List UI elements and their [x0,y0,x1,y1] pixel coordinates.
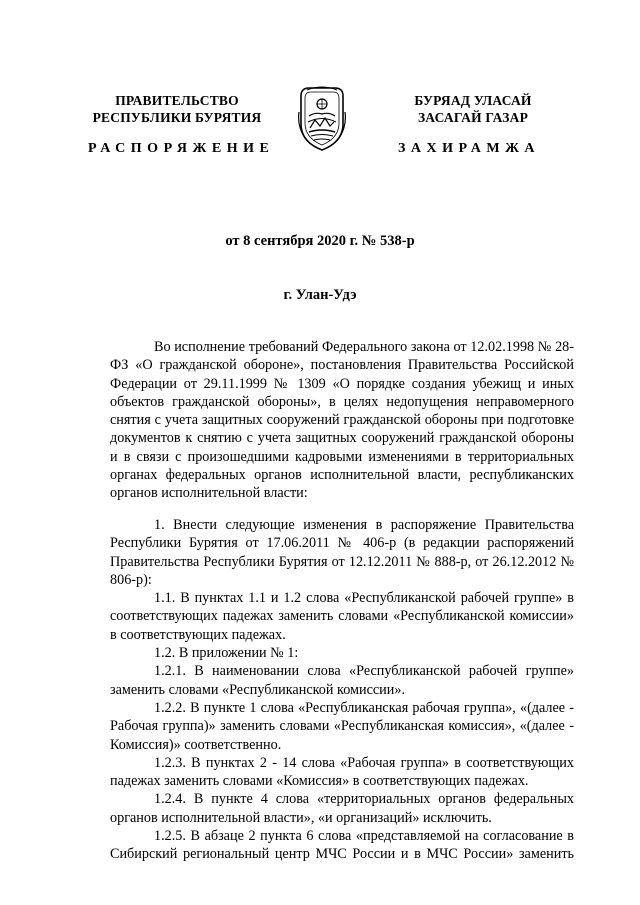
issuer-buryat-line2: ЗАСАГАЙ ГАЗАР [417,110,529,125]
issuer-buryat-line1: БУРЯАД УЛАСАЙ [414,93,532,108]
preamble [110,338,574,503]
item-1-1: 1.1. В пунктах 1.1 и 1.2 слова «Республиканской рабочей группе» в соответствующих падежах заменить словами «Республиканской комиссии» в соответствующих падежах. [110,590,574,643]
item-1-2-1: 1.2.1. В наименовании слова «Республиканской рабочей группе» заменить словами «Республиканской комиссии». [110,663,574,698]
item-1-2-5: 1.2.5. В абзаце 2 пункта 6 слова «представляемой на согласование в Сибирский региональный центр МЧС России и в МЧС России» заменить [110,828,574,863]
document-date-number: от 8 сентября 2020 г. № 538-р [225,233,415,249]
document-kind-buryat: ЗАХИРАМЖА [398,141,541,156]
document-kind-russian: РАСПОРЯЖЕНИЕ [88,141,275,156]
item-1: 1. Внести следующие изменения в распоряжение Правительства Республики Бурятия от 17.06.2011 № 406-р (в редакции распоряжений Правительства Республики Бурятия от 12.12.2011 № 888-р, от 26.12.2012 № 806-р): [110,517,574,588]
item-1-2-3: 1.2.3. В пунктах 2 - 14 слова «Рабочая группа» в соответствующих падежах заменить словами «Комиссия» в соответствующих падежах. [110,754,574,790]
issuer-russian-line1: ПРАВИТЕЛЬСТВО [115,93,239,108]
issuer-buryat [378,92,568,126]
document-city: г. Улан-Удэ [283,287,357,303]
preamble-paragraph: Во исполнение требований Федерального закона от 12.02.1998 № 28-ФЗ «О гражданской обороне», постановления Правительства Российской Федерации от 29.11.1999 № 1309 «О порядке создания убежищ и иных объектов гражданской обороны», в целях недопущения неправомерного снятия с учета защитных сооружений гражданской обороны при подготовке документов к снятию с учета защитных сооружений гражданской обороны и в связи с произошедшими кадровыми изменениями в территориальных органах федеральных органов исполнительной власти, республиканских органов исполнительной власти: [110,339,574,502]
item-1-2-2: 1.2.2. В пункте 1 слова «Республиканская рабочая группа», «(далее - Рабочая группа)» заменить словами «Республиканская комиссия», «(далее - Комиссия)» соответственно. [110,699,574,753]
issuer-russian-line2: РЕСПУБЛИКИ БУРЯТИЯ [92,110,262,125]
item-1-2: 1.2. В приложении № 1: [154,645,299,662]
issuer-russian [72,92,282,126]
buryatia-coat-of-arms-icon [295,82,349,154]
item-1-2-4: 1.2.4. В пункте 4 слова «территориальных органов федеральных органов исполнительной власти», «и организаций» исключить. [110,791,574,826]
order-items [110,516,574,864]
